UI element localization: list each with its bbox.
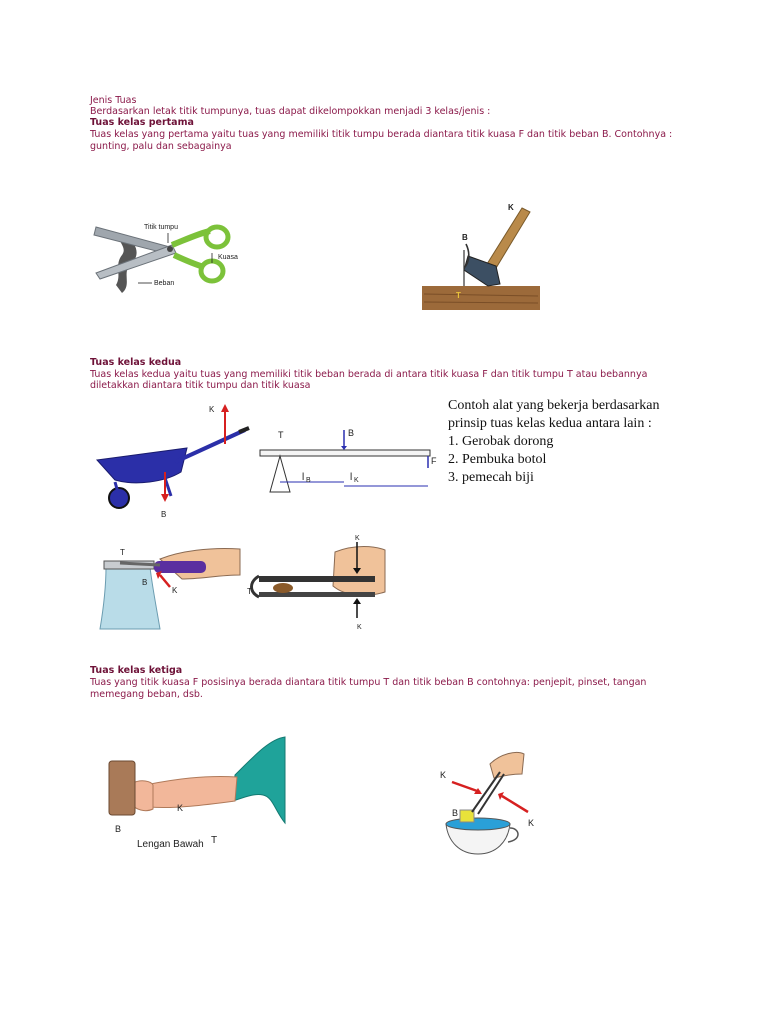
doc-title: Jenis Tuas (90, 95, 137, 106)
class1-desc-line2: gunting, palu dan sebagainya (90, 141, 232, 152)
tweezers-illustration (438, 750, 548, 860)
tweezers-label-b: B (452, 808, 459, 818)
hammer-label-b: B (462, 233, 468, 242)
class1-heading: Tuas kelas pertama (90, 117, 194, 128)
class3-desc-line2: memegang beban, dsb. (90, 689, 203, 700)
lever-label-lb: l (302, 472, 305, 483)
wheelbarrow-illustration (95, 400, 255, 520)
wheelbarrow-handle (175, 430, 245, 462)
class2-example-3: 3. pemecah biji (448, 470, 534, 485)
wheelbarrow-tray (97, 448, 187, 483)
lever-label-lb-sub: B (306, 477, 311, 484)
bottle-opener-illustration (100, 545, 245, 630)
class2-heading: Tuas kelas kedua (90, 357, 182, 368)
scissors-label-effort: Kuasa (218, 254, 238, 261)
tweezers-label-k2: K (528, 818, 535, 828)
lever-label-f: F (431, 456, 437, 466)
opener-label-t: T (120, 548, 125, 557)
tweezers-hand (490, 752, 524, 778)
cracker-label-k-bottom: K (357, 624, 362, 631)
cracker-label-t: T (247, 587, 252, 596)
scissors-label-load: Beban (154, 280, 175, 287)
arm-caption: Lengan Bawah (137, 839, 204, 850)
lever-diagram (258, 420, 438, 500)
arm-cup (109, 761, 135, 815)
nutcracker-illustration (245, 532, 390, 632)
class2-example-1: 1. Gerobak dorong (448, 434, 554, 449)
hammer-illustration (420, 200, 545, 315)
arm-label-b: B (115, 824, 122, 834)
arm-label-t: T (211, 835, 218, 846)
lever-label-t: T (278, 430, 284, 440)
lever-fulcrum (270, 456, 290, 492)
class2-examples-intro-line1: Contoh alat yang bekerja berdasarkan (448, 398, 660, 413)
class1-desc-line1: Tuas kelas yang pertama yaitu tuas yang memiliki titik tumpu berada diantara titik kuasa F dan titik beban B. Contohnya : (90, 129, 673, 140)
scissors-illustration (92, 215, 262, 300)
lever-label-lk-sub: K (354, 477, 359, 484)
scissors-handle-lower (174, 255, 204, 267)
wheelbarrow-label-k: K (209, 405, 215, 414)
scissors-ring-lower (201, 261, 223, 281)
wheelbarrow-label-b: B (161, 510, 167, 519)
lever-label-lk: l (350, 472, 353, 483)
cracker-arm-lower (259, 592, 375, 597)
class2-desc-line1: Tuas kelas kedua yaitu tuas yang memiliki titik beban berada di antara titik kuasa F dan titik tumpu T atau bebannya (90, 369, 648, 380)
class2-examples-intro-line2: prinsip tuas kelas kedua antara lain : (448, 416, 652, 431)
class2-example-2: 2. Pembuka botol (448, 452, 547, 467)
class3-heading: Tuas kelas ketiga (90, 665, 183, 676)
arm-label-k: K (177, 803, 184, 813)
scissors-pivot (167, 246, 173, 252)
arm-illustration (105, 735, 290, 850)
opener-label-b: B (142, 578, 148, 587)
class3-desc-line1: Tuas yang titik kuasa F posisinya berada diantara titik tumpu T dan titik beban B contohnya: penjepit, pinset, tangan (90, 677, 647, 688)
cracker-label-k-top: K (355, 535, 360, 542)
arm-sleeve (233, 737, 285, 823)
intro-text: Berdasarkan letak titik tumpunya, tuas dapat dikelompokkan menjadi 3 kelas/jenis : (90, 106, 491, 117)
scissors-label-fulcrum: Titik tumpu (144, 224, 178, 231)
cracker-arm-upper (259, 576, 375, 582)
hammer-label-t: T (456, 291, 461, 300)
lever-label-b: B (348, 428, 355, 438)
scissors-ring-upper (206, 227, 228, 247)
class2-desc-line2: diletakkan diantara titik tumpu dan titik kuasa (90, 380, 311, 391)
bottle-body (100, 567, 160, 629)
lever-beam (260, 450, 430, 456)
opener-label-k: K (172, 586, 178, 595)
hammer-label-k: K (508, 203, 514, 212)
cracker-nut (273, 583, 293, 593)
arm-forearm (145, 776, 237, 807)
tweezers-label-k1: K (440, 770, 447, 780)
hammer-wood-block (422, 286, 540, 310)
arm-hand (133, 781, 153, 811)
